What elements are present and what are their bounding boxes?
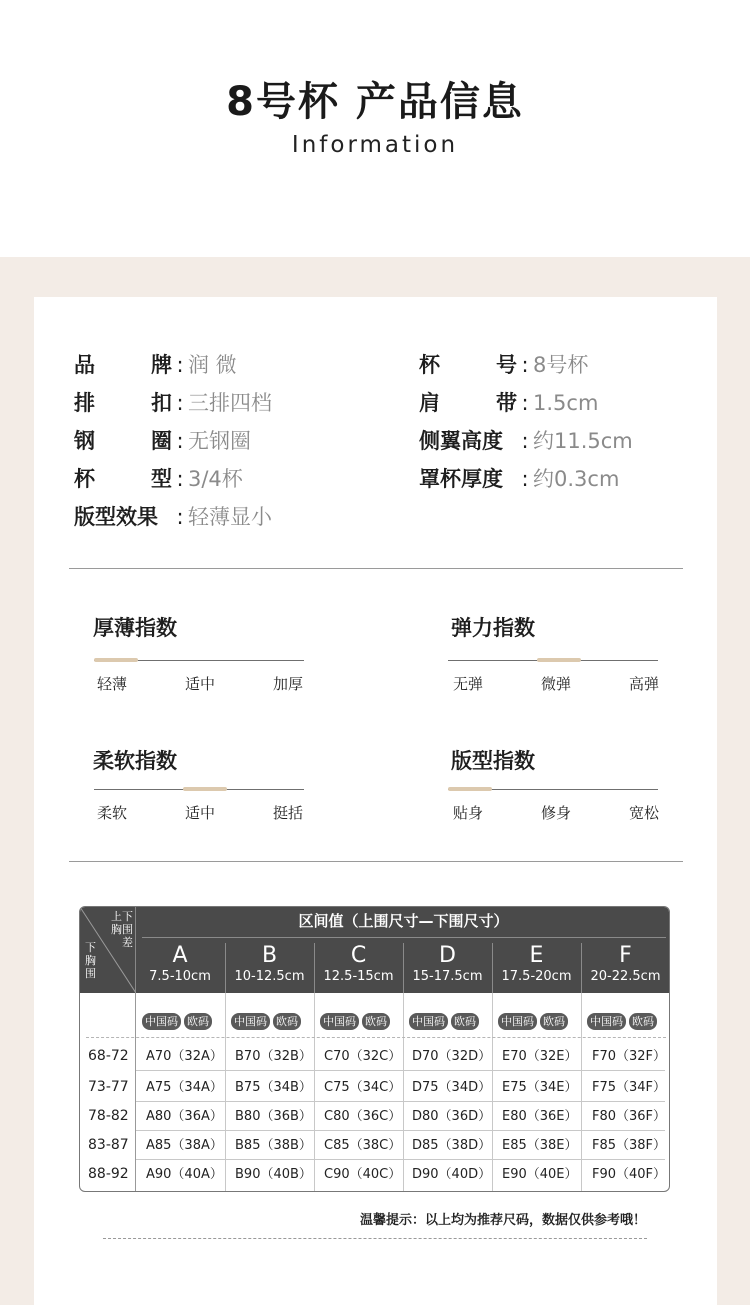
scale-marker (537, 658, 581, 662)
size-cell: A85（38A） (146, 1138, 223, 1153)
spec-key: 侧翼高度 (419, 429, 503, 453)
spec-value: 三排四档 (188, 391, 272, 415)
spec-row-brand: 品牌 : 润 微 (74, 353, 237, 377)
size-cell: C90（40C） (324, 1167, 402, 1182)
header-divider (142, 937, 666, 938)
size-system-pills (142, 1010, 215, 1028)
pill-cn: 中国码 (320, 1013, 359, 1030)
scale-label: 高弹 (629, 675, 660, 693)
scale-label: 宽松 (629, 804, 660, 822)
size-cell: B85（38B） (235, 1138, 312, 1153)
spec-row-strap: 肩带 : 1.5cm (419, 391, 599, 415)
index-title-thickness: 厚薄指数 (93, 616, 177, 640)
spec-key: 钢圈 (74, 429, 172, 453)
cup-range: 15-17.5cm (412, 969, 483, 984)
pill-cn: 中国码 (587, 1013, 626, 1030)
size-system-pills (498, 1010, 571, 1028)
scale-marker (94, 658, 138, 662)
size-cell: B75（34B） (235, 1080, 312, 1095)
pill-cn: 中国码 (409, 1013, 448, 1030)
cup-col-e (492, 943, 580, 993)
cup-range: 17.5-20cm (501, 969, 572, 984)
size-cell: E80（36E） (502, 1109, 578, 1124)
size-table (79, 906, 670, 1192)
table-corner (80, 907, 136, 993)
scale-label: 修身 (541, 804, 572, 822)
size-cell: D90（40D） (412, 1167, 492, 1182)
pill-eu: 欧码 (184, 1013, 212, 1030)
spec-value: 约0.3cm (533, 467, 620, 491)
size-cell: F75（34F） (592, 1080, 667, 1095)
cup-letter: A (172, 943, 188, 968)
table-row (80, 1102, 670, 1131)
cup-range: 10-12.5cm (234, 969, 305, 984)
cup-letter: D (439, 943, 456, 968)
scale-label: 轻薄 (97, 675, 128, 693)
pill-cn: 中国码 (142, 1013, 181, 1030)
cup-col-c (314, 943, 402, 993)
spec-key: 肩带 (419, 391, 517, 415)
index-title-softness: 柔软指数 (93, 749, 177, 773)
size-cell: A90（40A） (146, 1167, 223, 1182)
spec-value: 8号杯 (533, 353, 589, 377)
underbust-value: 78-82 (88, 1108, 129, 1124)
cup-letter: C (350, 943, 367, 968)
scale-label: 适中 (185, 675, 216, 693)
cup-col-d (403, 943, 491, 993)
size-cell: F85（38F） (592, 1138, 667, 1153)
size-cell: C75（34C） (324, 1080, 402, 1095)
cup-range: 7.5-10cm (149, 969, 211, 984)
spec-key: 版型效果 (74, 505, 158, 529)
spec-value: 约11.5cm (533, 429, 633, 453)
underbust-value: 73-77 (88, 1079, 129, 1095)
scale-label: 贴身 (453, 804, 484, 822)
size-cell: D85（38D） (412, 1138, 492, 1153)
pill-eu: 欧码 (540, 1013, 568, 1030)
divider (69, 568, 683, 569)
spec-row-cup-no: 杯号 : 8号杯 (419, 353, 589, 377)
size-cell: B90（40B） (235, 1167, 312, 1182)
pill-eu: 欧码 (273, 1013, 301, 1030)
size-cell: C70（32C） (324, 1049, 402, 1064)
spec-value: 3/4杯 (188, 467, 243, 491)
cup-col-b (225, 943, 313, 993)
cup-range: 20-22.5cm (590, 969, 661, 984)
scale-label: 柔软 (97, 804, 128, 822)
size-cell: A75（34A） (146, 1080, 223, 1095)
table-row (80, 1160, 670, 1189)
spec-row-wing-height: 侧翼高度 : 约11.5cm (419, 429, 633, 453)
dashed-divider (86, 1037, 666, 1038)
size-cell: E70（32E） (502, 1049, 578, 1064)
size-cell: A80（36A） (146, 1109, 223, 1124)
underbust-value: 88-92 (88, 1166, 129, 1182)
corner-top-label: 上下胸围差 (111, 910, 133, 949)
cup-letter: B (261, 943, 278, 968)
scale-label: 适中 (185, 804, 216, 822)
size-cell: F70（32F） (592, 1049, 667, 1064)
spec-key: 排扣 (74, 391, 172, 415)
page-title: 8号杯 产品信息 (226, 79, 524, 125)
spec-key: 杯型 (74, 467, 172, 491)
cup-letter: F (619, 943, 632, 968)
spec-row-effect: 版型效果 : 轻薄显小 (74, 505, 272, 529)
size-cell: E90（40E） (502, 1167, 578, 1182)
scale-marker (448, 787, 492, 791)
table-row (80, 1042, 670, 1071)
cup-col-a (136, 943, 224, 993)
scale-marker (183, 787, 227, 791)
cup-col-f (581, 943, 669, 993)
underbust-value: 83-87 (88, 1137, 129, 1153)
table-header (80, 907, 670, 993)
size-cell: F80（36F） (592, 1109, 667, 1124)
size-cell: F90（40F） (592, 1167, 667, 1182)
size-cell: A70（32A） (146, 1049, 223, 1064)
page-subtitle: Information (291, 132, 459, 158)
size-cell: C85（38C） (324, 1138, 402, 1153)
size-cell: D70（32D） (412, 1049, 492, 1064)
scale-label: 挺括 (273, 804, 304, 822)
index-title-fit: 版型指数 (451, 749, 535, 773)
spec-row-wire: 钢圈 : 无钢圈 (74, 429, 251, 453)
divider (69, 861, 683, 862)
size-cell: B80（36B） (235, 1109, 312, 1124)
tip-note: 温馨提示：以上均为推荐尺码，数据仅供参考哦！ (360, 1213, 647, 1228)
pill-eu: 欧码 (362, 1013, 390, 1030)
scale-label: 加厚 (273, 675, 304, 693)
pill-cn: 中国码 (498, 1013, 537, 1030)
range-title: 区间值（上围尺寸—下围尺寸） (298, 912, 509, 930)
size-cell: D75（34D） (412, 1080, 492, 1095)
dotted-divider (103, 1238, 647, 1239)
size-cell: E75（34E） (502, 1080, 578, 1095)
corner-bottom-label: 下胸围 (85, 941, 96, 980)
spec-value: 1.5cm (533, 391, 599, 415)
spec-key: 杯号 (419, 353, 517, 377)
underbust-value: 68-72 (88, 1048, 129, 1064)
header (0, 0, 750, 257)
size-cell: B70（32B） (235, 1049, 312, 1064)
size-system-pills (320, 1010, 393, 1028)
cup-range: 12.5-15cm (323, 969, 394, 984)
spec-key: 品牌 (74, 353, 172, 377)
size-cell: D80（36D） (412, 1109, 492, 1124)
spec-row-buckle: 排扣 : 三排四档 (74, 391, 272, 415)
size-system-pills (409, 1010, 482, 1028)
table-row (80, 1073, 670, 1102)
scale-label: 无弹 (453, 675, 484, 693)
pill-eu: 欧码 (451, 1013, 479, 1030)
size-system-pills (587, 1010, 660, 1028)
pill-cn: 中国码 (231, 1013, 270, 1030)
spec-value: 润 微 (188, 353, 237, 377)
spec-row-cup-type: 杯型 : 3/4杯 (74, 467, 243, 491)
table-row (80, 1131, 670, 1160)
scale-label: 微弹 (541, 675, 572, 693)
pill-eu: 欧码 (629, 1013, 657, 1030)
size-cell: E85（38E） (502, 1138, 578, 1153)
spec-key: 罩杯厚度 (419, 467, 503, 491)
spec-value: 无钢圈 (188, 429, 251, 453)
spec-row-cup-thickness: 罩杯厚度 : 约0.3cm (419, 467, 620, 491)
spec-value: 轻薄显小 (188, 505, 272, 529)
cup-letter: E (529, 943, 544, 968)
size-system-pills (231, 1010, 304, 1028)
index-title-elasticity: 弹力指数 (451, 616, 535, 640)
size-cell: C80（36C） (324, 1109, 402, 1124)
